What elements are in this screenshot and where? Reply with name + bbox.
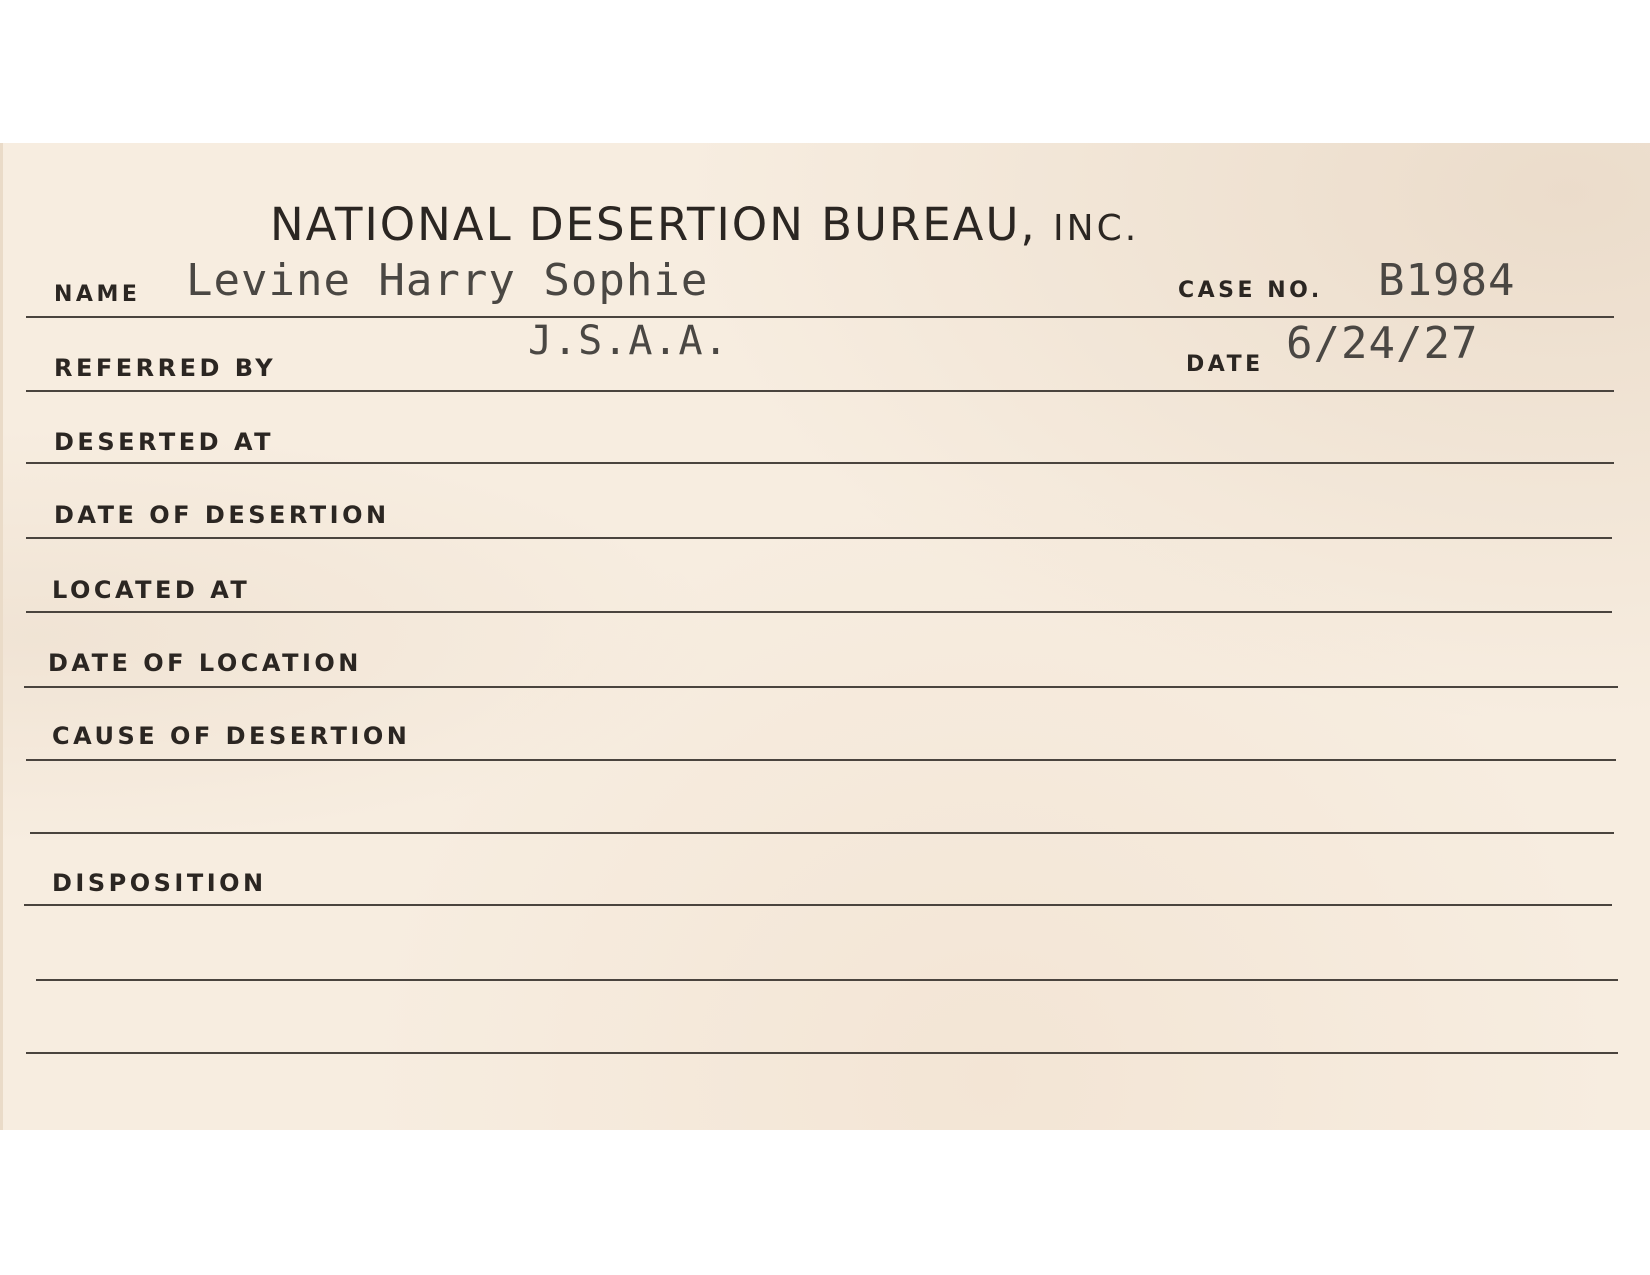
date-label: DATE bbox=[1186, 352, 1264, 377]
card-title bbox=[270, 198, 1139, 251]
date-of-location-rule bbox=[24, 686, 1618, 688]
located-at-label: LOCATED AT bbox=[52, 576, 251, 604]
referred-by-value: J.S.A.A. bbox=[528, 318, 729, 364]
card-title-inc: INC. bbox=[1053, 208, 1140, 249]
cause-of-desertion-label: CAUSE OF DESERTION bbox=[52, 722, 411, 750]
cause-extra-rule bbox=[30, 832, 1614, 834]
date-of-location-label: DATE OF LOCATION bbox=[48, 649, 362, 677]
name-value: Levine Harry Sophie bbox=[186, 255, 709, 306]
cause-of-desertion-rule bbox=[26, 759, 1616, 761]
name-label: NAME bbox=[54, 282, 141, 307]
case-no-label: CASE NO. bbox=[1178, 278, 1323, 303]
referred-by-rule bbox=[26, 390, 1614, 392]
disposition-extra-rule-2 bbox=[26, 1052, 1618, 1054]
date-value: 6/24/27 bbox=[1286, 318, 1479, 369]
located-at-rule bbox=[26, 611, 1612, 613]
disposition-rule bbox=[24, 904, 1612, 906]
disposition-extra-rule-1 bbox=[36, 979, 1618, 981]
date-of-desertion-rule bbox=[26, 537, 1612, 539]
case-no-value: B1984 bbox=[1378, 255, 1516, 306]
card-title-main: NATIONAL DESERTION BUREAU, bbox=[270, 198, 1037, 251]
disposition-label: DISPOSITION bbox=[52, 869, 267, 897]
date-of-desertion-label: DATE OF DESERTION bbox=[54, 501, 390, 529]
deserted-at-label: DESERTED AT bbox=[54, 428, 275, 456]
referred-by-label: REFERRED BY bbox=[54, 354, 277, 382]
deserted-at-rule bbox=[26, 462, 1614, 464]
